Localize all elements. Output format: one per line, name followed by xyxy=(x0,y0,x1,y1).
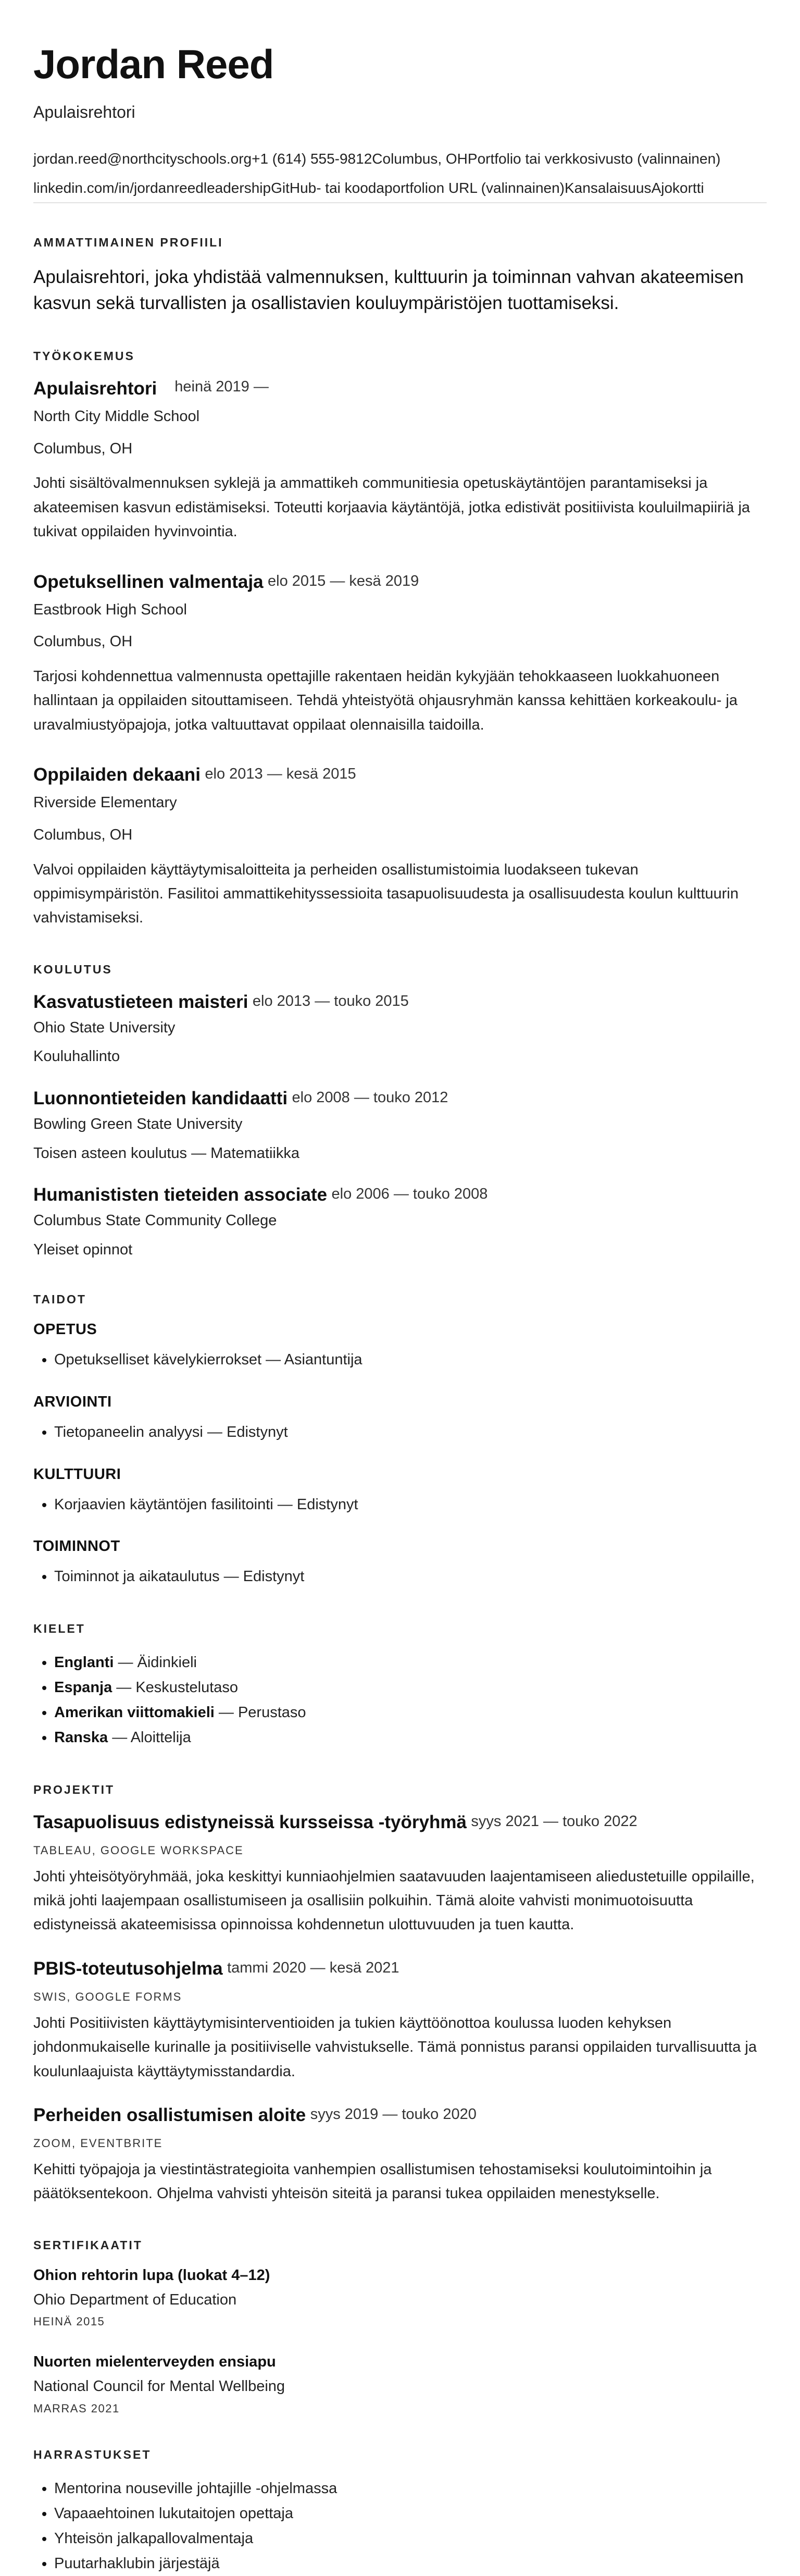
hobby-list xyxy=(33,2476,767,2576)
hobbies-section xyxy=(33,2448,767,2576)
job-employer: North City Middle School xyxy=(33,408,200,425)
skill-list xyxy=(33,1564,767,1589)
job-description: Tarjosi kohdennettua valmennusta opettajille rakentaen heidän kykyjään tehokkaaseen luokkahuoneen hallintaan ja oppilaiden sitouttamiseen. Tehdä yhteistyötä ohjausryhmän kanssa kehittäen korkeakoulu- ja uravalmiustyöpajoja, jotka valtuuttavat oppilaat olennaisilla taidoilla. xyxy=(33,668,738,733)
project-title: PBIS-toteutusohjelma xyxy=(33,1958,223,1979)
language-item xyxy=(54,1650,767,1675)
contact-linkedin[interactable]: linkedin.com/in/jordanreedleadership xyxy=(33,179,271,196)
degree-dates: elo 2008 — touko 2012 xyxy=(292,1089,448,1106)
skill-list xyxy=(33,1493,767,1518)
skills-section xyxy=(33,1292,767,1589)
education-head xyxy=(33,1088,767,1110)
language-name: Amerikan viittomakieli xyxy=(54,1704,215,1721)
job-description: Valvoi oppilaiden käyttäytymisaloitteita ja perheiden osallistumistoimia luodakseen tukevan oppimisympäristön. Fasilitoi ammattikehityssessioita tasapuolisuudesta ja osallisuudesta koulun kulttuurin vahvistamiseksi. xyxy=(33,861,739,927)
skill-category: ARVIOINTI xyxy=(33,1393,112,1410)
language-level: — Aloittelija xyxy=(112,1729,191,1746)
section-heading-certifications: SERTIFIKAATIT xyxy=(33,2238,143,2252)
job-employer: Eastbrook High School xyxy=(33,601,187,618)
contact-line-secondary xyxy=(33,179,767,197)
certification-date: MARRAS 2021 xyxy=(33,2402,120,2415)
section-heading-hobbies: HARRASTUKSET xyxy=(33,2448,152,2462)
projects-section xyxy=(33,1783,767,2206)
contact-citizenship: Kansalaisuus xyxy=(565,179,652,196)
degree-title: Kasvatustieteen maisteri xyxy=(33,991,248,1012)
contact-license: Ajokortti xyxy=(651,179,704,196)
section-heading-languages: KIELET xyxy=(33,1622,85,1636)
project-tools: ZOOM, EVENTBRITE xyxy=(33,2136,163,2150)
hobby-item: • Puutarhaklubin järjestäjä xyxy=(54,2552,767,2576)
job-location: Columbus, OH xyxy=(33,440,133,457)
header-divider xyxy=(33,202,767,203)
certification-issuer: National Council for Mental Wellbeing xyxy=(33,2378,285,2395)
language-item xyxy=(54,1675,767,1700)
certification-name: Nuorten mielenterveyden ensiapu xyxy=(33,2353,276,2371)
experience-item xyxy=(33,378,767,544)
skill-item: • Opetukselliset kävelykierrokset — Asiantuntija xyxy=(54,1348,767,1373)
education-item xyxy=(33,1088,767,1163)
language-name: Ranska xyxy=(54,1729,108,1746)
job-dates: elo 2015 — kesä 2019 xyxy=(268,572,419,589)
profile-section xyxy=(33,236,767,317)
skill-group xyxy=(33,1538,767,1589)
education-item xyxy=(33,991,767,1067)
education-item xyxy=(33,1184,767,1260)
job-location: Columbus, OH xyxy=(33,826,133,843)
job-dates: heinä 2019 — xyxy=(174,378,269,396)
job-title: Apulaisrehtori xyxy=(33,378,157,399)
section-heading-education: KOULUTUS xyxy=(33,962,113,976)
project-dates: syys 2021 — touko 2022 xyxy=(471,1813,638,1830)
school-name: Ohio State University xyxy=(33,1019,176,1036)
education-section xyxy=(33,963,767,1260)
project-description: Kehitti työpajoja ja viestintästrategioita vanhempien osallistumisen tehostamiseksi koulutoimintoihin ja päätöksentekoon. Ohjelma vahvisti yhteisön siteitä ja paransi tukea oppilaiden menestykselle. xyxy=(33,2161,712,2202)
experience-section xyxy=(33,349,767,930)
skill-group xyxy=(33,1394,767,1445)
project-head xyxy=(33,1811,767,1833)
project-item xyxy=(33,2104,767,2206)
contact-line-primary xyxy=(33,150,767,168)
degree-dates: elo 2006 — touko 2008 xyxy=(331,1186,488,1203)
skill-category: KULTTUURI xyxy=(33,1465,121,1483)
project-title: Tasapuolisuus edistyneissä kursseissa -työryhmä xyxy=(33,1811,467,1832)
skill-list xyxy=(33,1420,767,1445)
language-name: Englanti xyxy=(54,1654,114,1671)
certifications-section xyxy=(33,2238,767,2415)
project-head xyxy=(33,1958,767,1980)
certification-item xyxy=(33,2353,767,2415)
skill-group xyxy=(33,1466,767,1518)
contact-portfolio[interactable]: Portfolio tai verkkosivusto (valinnainen) xyxy=(467,151,721,167)
skill-group xyxy=(33,1321,767,1373)
language-level: — Äidinkieli xyxy=(118,1654,197,1671)
school-name: Bowling Green State University xyxy=(33,1116,243,1133)
degree-dates: elo 2013 — touko 2015 xyxy=(252,992,409,1009)
language-name: Espanja xyxy=(54,1679,113,1696)
project-description: Johti Positiivisten käyttäytymisinterventioiden ja tukien käyttöönottoa koulussa luoden kehyksen johdonmukaiselle kurinalle ja positiiviselle vahvistukselle. Tämä ponnistus paransi oppilaiden turvallisuutta ja koulunlaajuista käyttäytymisstandardia. xyxy=(33,2014,757,2080)
project-tools: TABLEAU, GOOGLE WORKSPACE xyxy=(33,1843,244,1857)
language-level: — Keskustelutaso xyxy=(116,1679,239,1696)
project-description: Johti yhteisötyöryhmää, joka keskittyi kunniaohjelmien saatavuuden laajentamiseen aliedustetuille oppilaille, mikä johti laajempaan osallistumiseen ja osallisiin polkuihin. Tämä aloite vahvisti monimuotoisuutta edistyneissä akateemisissa opinnoissa kohdennetun ulottuvuuden ja tuen kautta. xyxy=(33,1868,755,1933)
degree-title: Humanististen tieteiden associate xyxy=(33,1185,328,1205)
resume-header xyxy=(33,41,767,203)
project-tools: SWIS, GOOGLE FORMS xyxy=(33,1990,182,2003)
language-item xyxy=(54,1725,767,1751)
certification-date: HEINÄ 2015 xyxy=(33,2315,105,2328)
skill-list xyxy=(33,1348,767,1373)
project-dates: syys 2019 — touko 2020 xyxy=(310,2105,477,2123)
certification-issuer: Ohio Department of Education xyxy=(33,2291,237,2308)
language-list xyxy=(33,1650,767,1750)
candidate-name: Jordan Reed xyxy=(33,41,274,87)
job-employer: Riverside Elementary xyxy=(33,794,177,811)
study-field: Kouluhallinto xyxy=(33,1048,120,1065)
hobby-item: • Vapaaehtoinen lukutaitojen opettaja xyxy=(54,2501,767,2526)
skill-item: • Toiminnot ja aikataulutus — Edistynyt xyxy=(54,1564,767,1589)
contact-email[interactable]: jordan.reed@northcityschools.org xyxy=(33,151,252,167)
project-item xyxy=(33,1811,767,1937)
hobby-item: • Yhteisön jalkapallovalmentaja xyxy=(54,2526,767,2552)
language-level: — Perustaso xyxy=(218,1704,306,1721)
job-location: Columbus, OH xyxy=(33,633,133,650)
section-heading-skills: TAIDOT xyxy=(33,1292,86,1306)
languages-section xyxy=(33,1622,767,1750)
project-item xyxy=(33,1958,767,2084)
skill-category: TOIMINNOT xyxy=(33,1538,120,1555)
job-title: Opetuksellinen valmentaja xyxy=(33,571,264,592)
project-head xyxy=(33,2104,767,2126)
project-dates: tammi 2020 — kesä 2021 xyxy=(227,1959,399,1976)
experience-item xyxy=(33,764,767,930)
experience-head xyxy=(33,378,767,400)
language-item xyxy=(54,1700,767,1725)
skill-category: OPETUS xyxy=(33,1321,97,1338)
education-head xyxy=(33,1184,767,1206)
school-name: Columbus State Community College xyxy=(33,1212,277,1229)
study-field: Toisen asteen koulutus — Matematiikka xyxy=(33,1144,299,1162)
degree-title: Luonnontieteiden kandidaatti xyxy=(33,1088,288,1109)
experience-item xyxy=(33,571,767,737)
section-heading-experience: TYÖKOKEMUS xyxy=(33,349,135,363)
project-title: Perheiden osallistumisen aloite xyxy=(33,2104,306,2125)
profile-summary: Apulaisrehtori, joka yhdistää valmennuksen, kulttuurin ja toiminnan vahvan akateemisen kasvun sekä turvallisten ja osallistavien kouluympäristöjen tuottamiseksi. xyxy=(33,266,744,314)
contact-phone[interactable]: +1 (614) 555-9812 xyxy=(252,151,372,167)
job-dates: elo 2013 — kesä 2015 xyxy=(205,766,356,783)
contact-location: Columbus, OH xyxy=(372,151,468,167)
experience-head xyxy=(33,764,767,786)
contact-github[interactable]: GitHub- tai koodaportfolion URL (valinnainen) xyxy=(271,179,565,196)
job-description: Johti sisältövalmennuksen syklejä ja ammattikeh communitiesia opetuskäytäntöjen parantamiseksi ja akateemisen kasvun edistämiseksi. Toteutti korjaavia käytäntöjä, jotka edistivät positiivista kouluilmapiiriä ja tukivat oppilaiden hyvinvointia. xyxy=(33,475,751,540)
experience-head xyxy=(33,571,767,593)
certification-item xyxy=(33,2267,767,2329)
skill-item: • Korjaavien käytäntöjen fasilitointi — Edistynyt xyxy=(54,1493,767,1518)
section-heading-projects: PROJEKTIT xyxy=(33,1782,115,1796)
candidate-title: Apulaisrehtori xyxy=(33,103,135,121)
section-heading-profile: AMMATTIMAINEN PROFIILI xyxy=(33,235,223,249)
hobby-item: • Mentorina nouseville johtajille -ohjelmassa xyxy=(54,2476,767,2501)
certification-name: Ohion rehtorin lupa (luokat 4–12) xyxy=(33,2266,270,2284)
skill-item: • Tietopaneelin analyysi — Edistynyt xyxy=(54,1420,767,1445)
study-field: Yleiset opinnot xyxy=(33,1241,133,1259)
job-title: Oppilaiden dekaani xyxy=(33,765,201,785)
education-head xyxy=(33,991,767,1013)
